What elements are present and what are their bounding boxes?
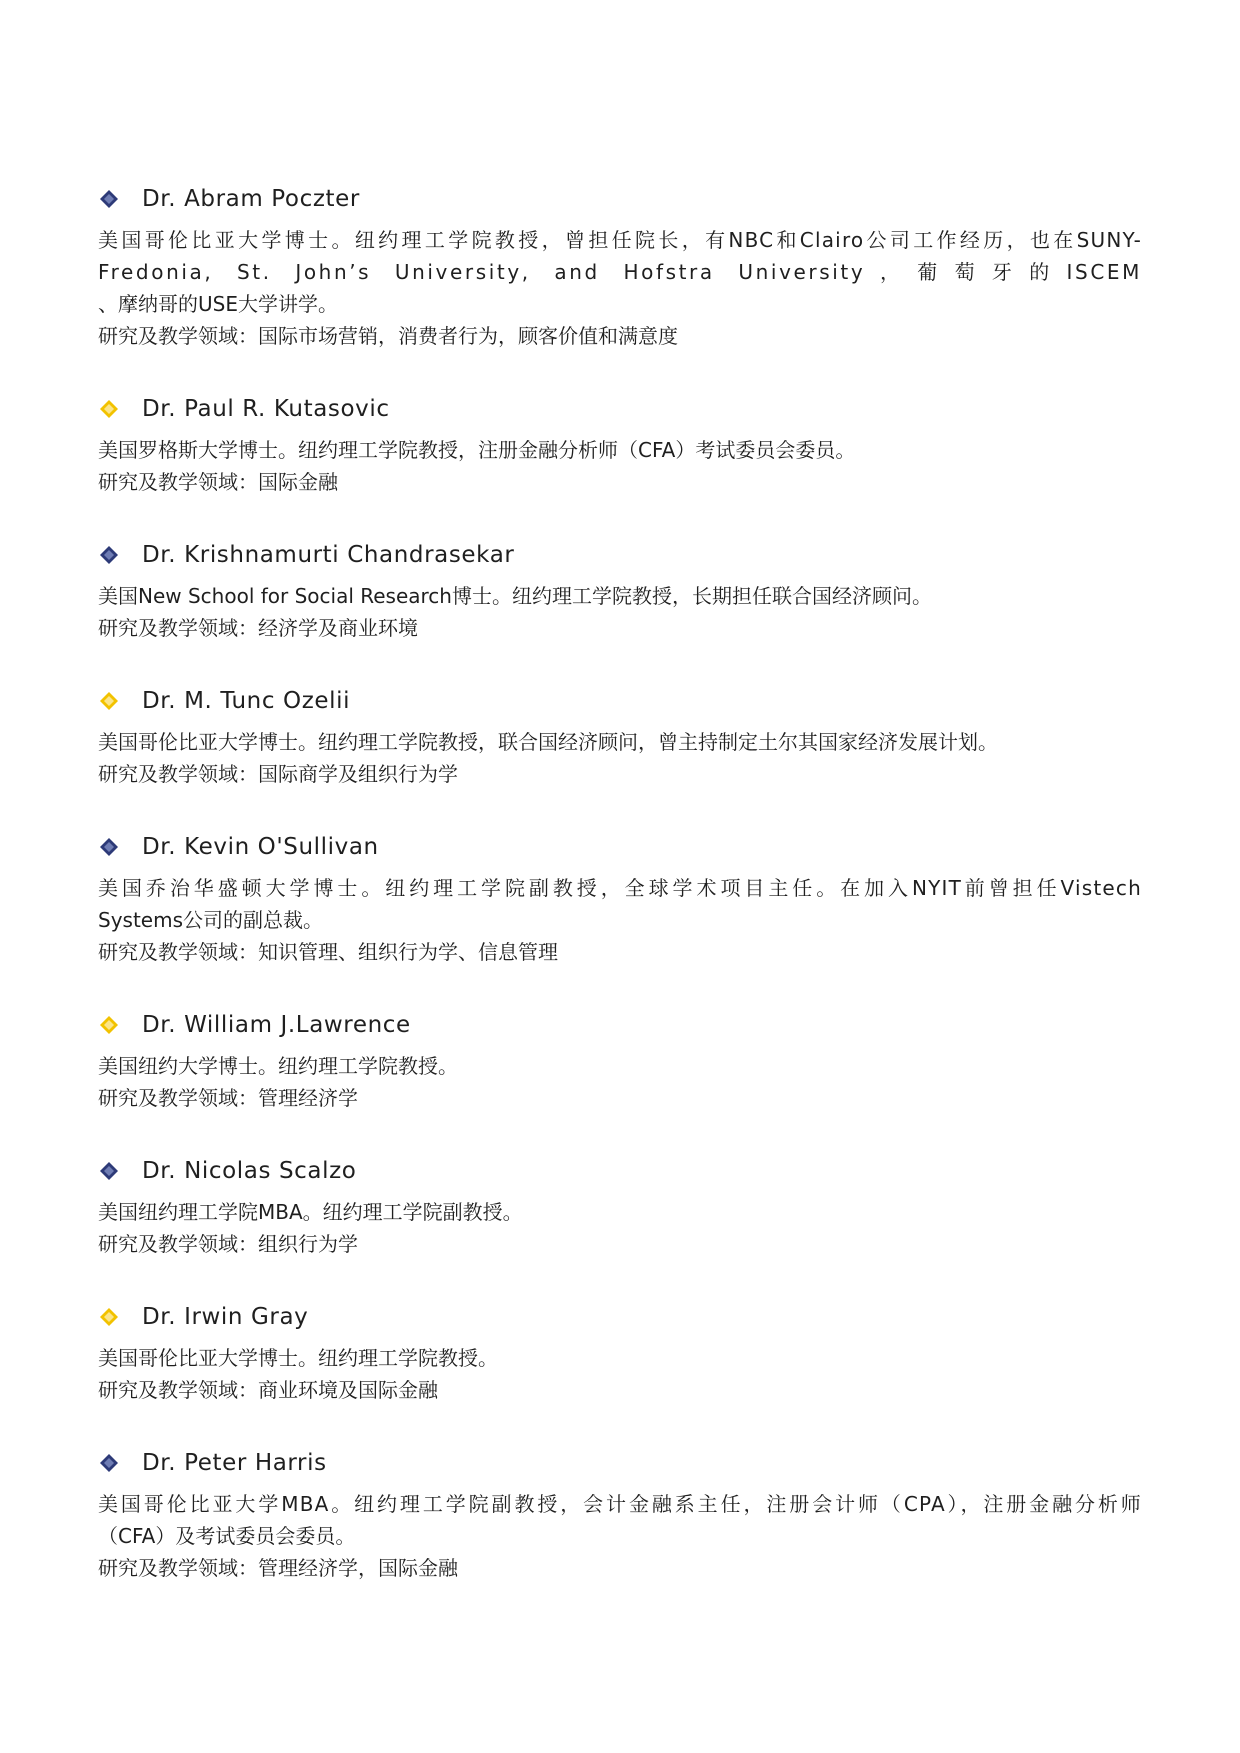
faculty-entry [98, 180, 1142, 352]
faculty-bio-line: 美国纽约大学博士。纽约理工学院教授。 [98, 1054, 458, 1078]
faculty-entry [98, 828, 1142, 968]
faculty-name: Dr. William J.Lawrence [142, 1012, 411, 1038]
faculty-name: Dr. Nicolas Scalzo [142, 1158, 357, 1184]
faculty-name: Dr. Abram Poczter [142, 186, 360, 212]
research-field: 研究及教学领域：组织行为学 [98, 1232, 358, 1256]
gold-diamond-icon [100, 1016, 118, 1034]
faculty-entry-header [98, 536, 1142, 574]
faculty-bio-line: 美国哥伦比亚大学博士。纽约理工学院教授，联合国经济顾问，曾主持制定土尔其国家经济发展计划。 [98, 730, 998, 754]
faculty-entry-header [98, 180, 1142, 218]
faculty-name: Dr. Peter Harris [142, 1450, 327, 1476]
faculty-bio-line: Systems公司的副总裁。 [98, 908, 323, 932]
faculty-entry-header [98, 828, 1142, 866]
faculty-list [98, 180, 1142, 1584]
faculty-bio-line: 美国New School for Social Research博士。纽约理工学院教授，长期担任联合国经济顾问。 [98, 584, 932, 608]
research-field: 研究及教学领域：管理经济学 [98, 1086, 358, 1110]
faculty-bio-line: （CFA）及考试委员会委员。 [98, 1524, 356, 1548]
research-field: 研究及教学领域：国际商学及组织行为学 [98, 762, 458, 786]
faculty-entry [98, 1006, 1142, 1114]
faculty-bio-line: Fredonia, St. John’s University, and Hofstra University，葡萄牙的ISCEM [98, 260, 1142, 284]
faculty-entry-header [98, 1152, 1142, 1190]
faculty-entry [98, 682, 1142, 790]
research-field: 研究及教学领域：商业环境及国际金融 [98, 1378, 438, 1402]
faculty-bio-line: 美国哥伦比亚大学博士。纽约理工学院教授。 [98, 1346, 498, 1370]
faculty-name: Dr. Krishnamurti Chandrasekar [142, 542, 515, 568]
faculty-bio-line: 美国哥伦比亚大学MBA。纽约理工学院副教授，会计金融系主任，注册会计师（CPA），注册金融分析师 [98, 1492, 1142, 1516]
research-field: 研究及教学领域：知识管理、组织行为学、信息管理 [98, 940, 558, 964]
research-field: 研究及教学领域：管理经济学，国际金融 [98, 1556, 458, 1580]
faculty-bio-line: 、摩纳哥的USE大学讲学。 [98, 292, 338, 316]
gold-diamond-icon [100, 692, 118, 710]
faculty-entry [98, 536, 1142, 644]
research-field: 研究及教学领域：国际金融 [98, 470, 338, 494]
navy-diamond-icon [100, 546, 118, 564]
faculty-name: Dr. Paul R. Kutasovic [142, 396, 390, 422]
faculty-bio-line: 美国哥伦比亚大学博士。纽约理工学院教授，曾担任院长，有NBC和Clairo公司工作经历，也在SUNY- [98, 228, 1142, 252]
navy-diamond-icon [100, 1162, 118, 1180]
faculty-entry [98, 1298, 1142, 1406]
faculty-entry-header [98, 390, 1142, 428]
research-field: 研究及教学领域：经济学及商业环境 [98, 616, 418, 640]
navy-diamond-icon [100, 838, 118, 856]
faculty-entry-header [98, 1444, 1142, 1482]
faculty-name: Dr. Kevin O'Sullivan [142, 834, 379, 860]
gold-diamond-icon [100, 1308, 118, 1326]
faculty-entry [98, 1444, 1142, 1584]
research-field: 研究及教学领域：国际市场营销，消费者行为，顾客价值和满意度 [98, 324, 678, 348]
gold-diamond-icon [100, 400, 118, 418]
faculty-entry-header [98, 1298, 1142, 1336]
faculty-bio-line: 美国乔治华盛顿大学博士。纽约理工学院副教授，全球学术项目主任。在加入NYIT前曾担任Vistech [98, 876, 1142, 900]
navy-diamond-icon [100, 190, 118, 208]
faculty-entry-header [98, 682, 1142, 720]
faculty-name: Dr. M. Tunc Ozelii [142, 688, 351, 714]
faculty-bio-line: 美国纽约理工学院MBA。纽约理工学院副教授。 [98, 1200, 523, 1224]
faculty-entry-header [98, 1006, 1142, 1044]
faculty-name: Dr. Irwin Gray [142, 1304, 309, 1330]
navy-diamond-icon [100, 1454, 118, 1472]
faculty-entry [98, 1152, 1142, 1260]
faculty-bio-line: 美国罗格斯大学博士。纽约理工学院教授，注册金融分析师（CFA）考试委员会委员。 [98, 438, 856, 462]
faculty-entry [98, 390, 1142, 498]
